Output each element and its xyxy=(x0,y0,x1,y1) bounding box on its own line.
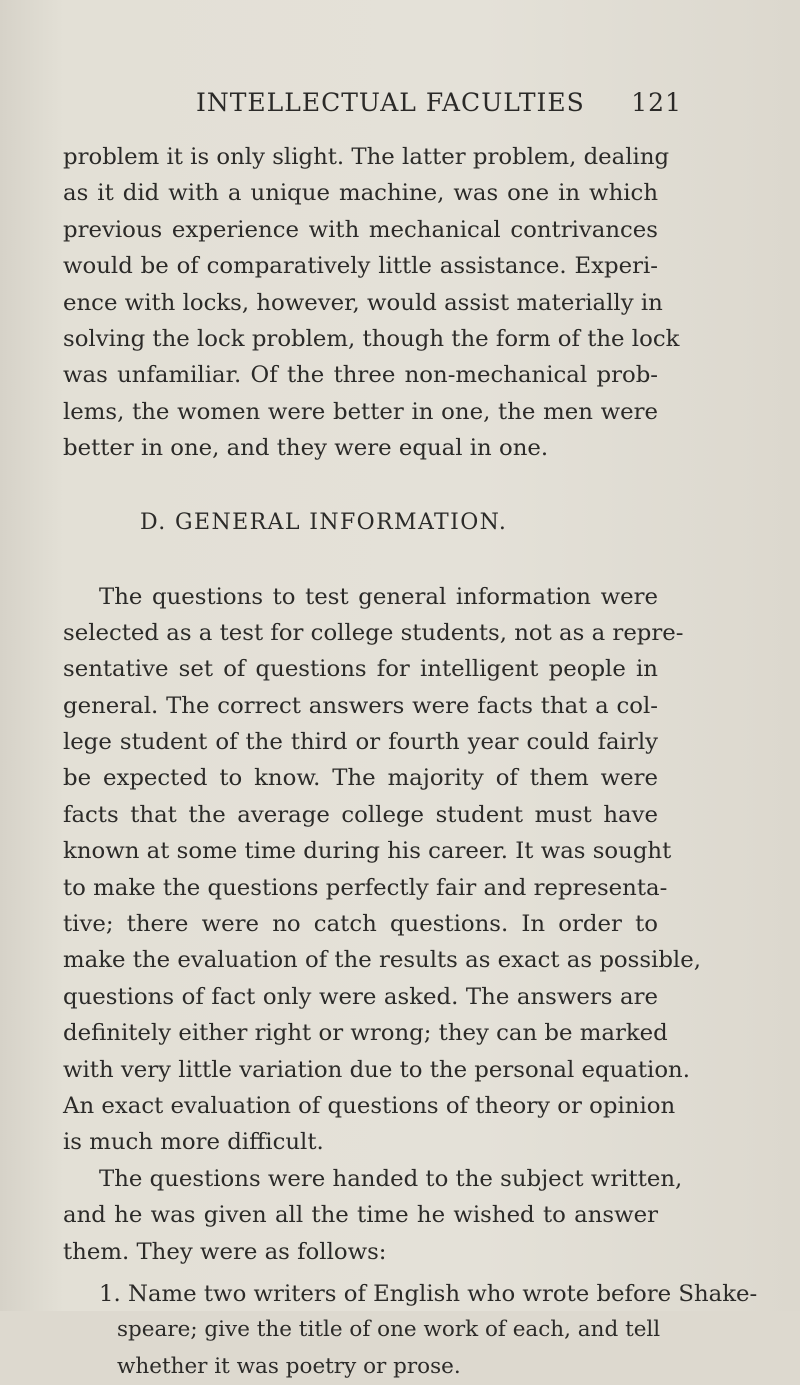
spacer xyxy=(63,541,658,579)
text-line: better in one, and they were equal in one. xyxy=(63,435,549,462)
text-line: and he was given all the time he wished to answer xyxy=(63,1202,658,1229)
section-heading: D. GENERAL INFORMATION. xyxy=(140,509,508,535)
text-line: ence with locks, however, would assist materially in xyxy=(63,289,663,316)
spacer xyxy=(63,467,658,505)
text-line: definitely either right or wrong; they can be marked xyxy=(63,1020,668,1047)
text-line: make the evaluation of the results as exact as possible, xyxy=(63,947,701,974)
text-line: was unfamiliar. Of the three non-mechanical prob- xyxy=(63,362,658,389)
text-line: The questions were handed to the subject written, xyxy=(99,1165,683,1192)
text-line: questions of fact only were asked. The answers are xyxy=(63,983,658,1010)
text-line: selected as a test for college students, not as a repre- xyxy=(63,619,684,646)
text-line: sentative set of questions for intelligent people in xyxy=(63,656,658,683)
text-line: facts that the average college student must have xyxy=(63,801,658,828)
text-line: previous experience with mechanical contrivances xyxy=(63,216,658,243)
text-line: problem it is only slight. The latter problem, dealing xyxy=(63,144,670,170)
text-line: be expected to know. The majority of them were xyxy=(63,765,658,792)
text-line: with very little variation due to the personal equation. xyxy=(63,1056,690,1083)
running-title: INTELLECTUAL FACULTIES xyxy=(196,88,585,117)
text-line: would be of comparatively little assistance. Experi- xyxy=(63,253,658,280)
text-line: them. They were as follows: xyxy=(63,1238,387,1265)
page-number: 121 xyxy=(631,88,682,117)
text-line: tive; there were no catch questions. In order to xyxy=(63,911,658,938)
text-line: lege student of the third or fourth year could fairly xyxy=(63,729,658,756)
text-line: is much more difficult. xyxy=(63,1129,324,1156)
paragraph-general-information xyxy=(63,579,701,1161)
text-line: solving the lock problem, though the form of the lock xyxy=(63,325,680,352)
running-head xyxy=(196,88,682,124)
text-line: 1. Name two writers of English who wrote before Shake- xyxy=(99,1280,758,1307)
text-line: An exact evaluation of questions of theory or opinion xyxy=(63,1092,676,1119)
page-body xyxy=(63,139,758,1385)
text-line: as it did with a unique machine, was one in which xyxy=(63,180,658,207)
paragraph-lock-problem xyxy=(63,139,680,467)
text-line: known at some time during his career. It was sought xyxy=(63,838,672,865)
text-line: The questions to test general information were xyxy=(99,583,658,610)
text-line: general. The correct answers were facts that a col- xyxy=(63,692,658,719)
paragraph-procedure xyxy=(63,1161,683,1270)
text-line: speare; give the title of one work of each, and tell xyxy=(117,1317,661,1343)
question-1 xyxy=(63,1276,758,1385)
text-line: lems, the women were better in one, the men were xyxy=(63,398,658,425)
text-line: whether it was poetry or prose. xyxy=(117,1353,461,1379)
text-line: to make the questions perfectly fair and representa- xyxy=(63,874,668,901)
